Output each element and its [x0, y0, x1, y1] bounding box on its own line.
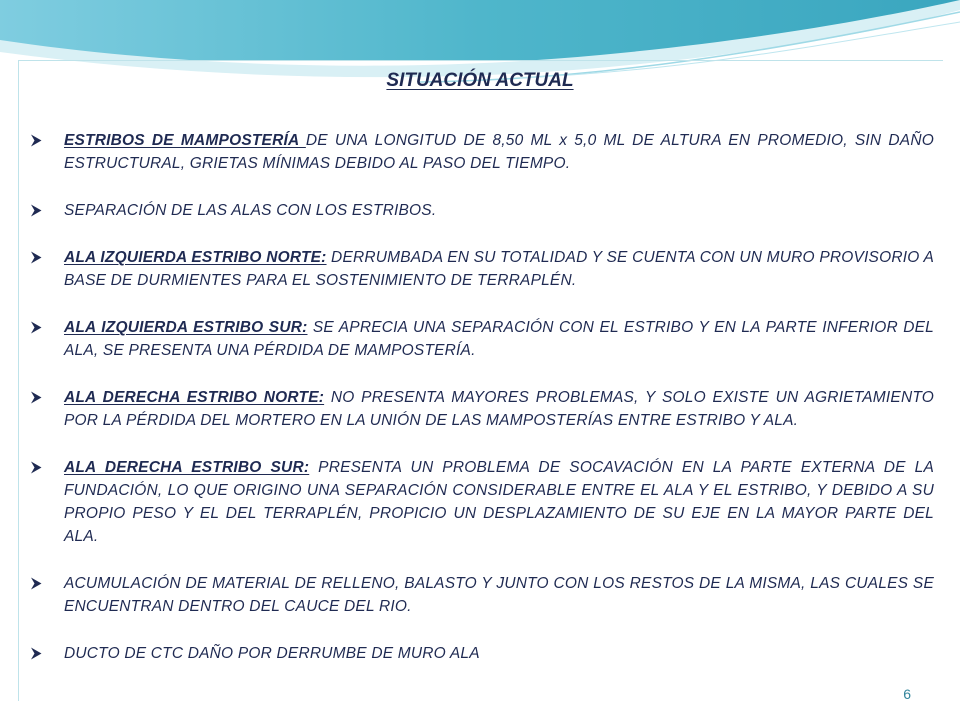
bullet-list	[30, 129, 934, 665]
bullet-lead: ALA DERECHA ESTRIBO NORTE:	[64, 389, 325, 406]
bullet-text: SE APRECIA UNA SEPARACIÓN CON EL ESTRIBO Y EN LA PARTE INFERIOR DEL ALA, SE PRESENTA UNA PÉRDIDA DE MAMPOSTERÍA.	[64, 319, 935, 359]
bullet-text: PRESENTA UN PROBLEMA DE SOCAVACIÓN EN LA PARTE EXTERNA DE LA FUNDACIÓN, LO QUE ORIGINO UNA SEPARACIÓN CONSIDERABLE ENTRE EL ALA Y EL ESTRIBO, Y DEBIDO A SU PROPIO PESO Y EL DEL TERRAPLÉN, PROPICIO UN DESPLAZAMIENTO DE SU EJE EN LA MAYOR PARTE DEL ALA.	[64, 459, 934, 545]
bullet-item	[30, 246, 934, 292]
arrowhead-bullet-icon	[30, 461, 42, 474]
bullet-item	[30, 199, 934, 222]
bullet-text: NO PRESENTA MAYORES PROBLEMAS, Y SOLO EXISTE UN AGRIETAMIENTO POR LA PÉRDIDA DEL MORTERO EN LA UNIÓN DE LAS MAMPOSTERÍAS ENTRE ESTRIBO Y ALA.	[64, 389, 934, 429]
bullet-lead: ALA DERECHA ESTRIBO SUR:	[64, 459, 310, 476]
arrowhead-bullet-icon	[30, 251, 42, 264]
bullet-text: DE UNA LONGITUD DE 8,50 ML x 5,0 ML DE ALTURA EN PROMEDIO, SIN DAÑO ESTRUCTURAL, GRIETAS MÍNIMAS DEBIDO AL PASO DEL TIEMPO.	[64, 132, 934, 172]
arrowhead-bullet-icon	[30, 577, 42, 590]
bullet-item	[30, 316, 934, 362]
bullet-text: ACUMULACIÓN DE MATERIAL DE RELLENO, BALASTO Y JUNTO CON LOS RESTOS DE LA MISMA, LAS CUALES SE ENCUENTRAN DENTRO DEL CAUCE DEL RIO.	[64, 575, 934, 615]
bullet-lead: ALA IZQUIERDA ESTRIBO NORTE:	[64, 249, 327, 266]
bullet-text: DUCTO DE CTC DAÑO POR DERRUMBE DE MURO ALA	[64, 645, 480, 662]
bullet-item	[30, 642, 934, 665]
bullet-text: DERRUMBADA EN SU TOTALIDAD Y SE CUENTA CON UN MURO PROVISORIO A BASE DE DURMIENTES PARA EL SOSTENIMIENTO DE TERRAPLÉN.	[64, 249, 934, 289]
arrowhead-bullet-icon	[30, 647, 42, 660]
bullet-lead: ESTRIBOS DE MAMPOSTERÍA	[64, 132, 306, 149]
bullet-item	[30, 386, 934, 432]
arrowhead-bullet-icon	[30, 321, 42, 334]
bullet-item	[30, 456, 934, 548]
bullet-text: SEPARACIÓN DE LAS ALAS CON LOS ESTRIBOS.	[64, 202, 437, 219]
bullet-item	[30, 572, 934, 618]
arrowhead-bullet-icon	[30, 134, 42, 147]
bullet-lead: ALA IZQUIERDA ESTRIBO SUR:	[64, 319, 308, 336]
arrowhead-bullet-icon	[30, 391, 42, 404]
slide-title: SITUACIÓN ACTUAL	[386, 70, 574, 91]
bullet-item	[30, 129, 934, 175]
page-number: 6	[903, 686, 911, 702]
arrowhead-bullet-icon	[30, 204, 42, 217]
